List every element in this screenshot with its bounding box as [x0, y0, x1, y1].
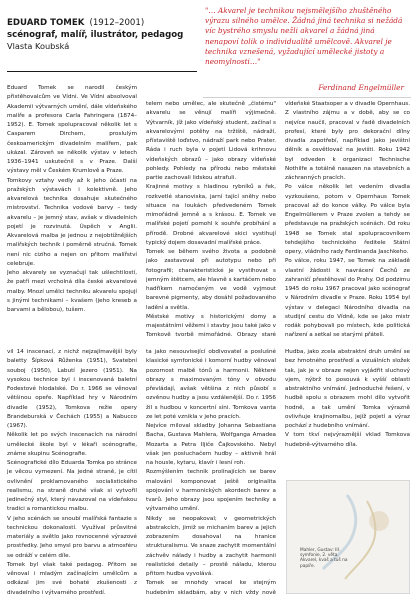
paragraph: vil 14 inscenací, z nichž nejzajímavější byly baletty Šípková Růženka (1951), Svatební souboj (1950), Labutí jezero (1951). Na vysokou technice byl i inscenovaná baletní Fodestové hlodalské. Do r. 1966 se věnoval většinou opeře. Například hry v Národním divadle (1952), Tomkova režie opery Brandeburská v Čechách (1955) a Nabucco (1967).: [7, 349, 137, 429]
paragraph: Jeho akvarely se vyznačují tak ušlechtilostí, že patří mezi vrcholná díla české akvarelové malby. Mnozí umělci techniku akvarelu spojují s jinými technikami – kvašem (jeho kreseb a barvami a bělobou), tušem.: [7, 270, 137, 313]
paragraph: V jeho scénách se snoubí malířská fantazie s technickou dokonalostí. Využíval průsvitné materiály a světlo jako rovnocenné výrazové prostředky. Jeho smysl pro barvu a atmosféru se odráží v celém díle.: [7, 515, 137, 559]
paragraph: telem nebo umělec, ale skutečně „čistému" akvarelu se věnují malíři výjimečně. Výtvarník, jíž jako vídeňský student, začínal s akvarelovými potěhy na tržiště, nádraží, přístaviště loďstvo, nádraží park nebo Prater. Ráda i ruch byla v pojetí Lidová krihnovu vídeňských obrazů – jako obrazy vídeňské pohledy. Pohledy na přírodu nebo městské partie zachovali lidskou atrafuli.: [146, 101, 276, 181]
paragraph: Po válce, roku 1947, se Tomek na základě vlastní žádosti k navrácení Čechů ze zahraničí přestěhoval do Prahy. Od podzimu 1945 do roku 1967 pracoval jako scénograf v Národním divadle v Praze. Roku 1954 byl výstav v delegaci Národního divadla na studijní cestu do Vídně, kde se jako mistr rodák pohybovali po místech, kde politická nařízení a setkal se starými přáteli.: [285, 258, 410, 339]
paragraph: Tomek byl však také pedagog. Přitom se věnoval i mladým začínajícím umělcům a odkázal jim své bohaté zkušenosti z divadelního i výtvarného prostředí.: [7, 561, 137, 596]
column-5: [146, 348, 276, 596]
paragraph: Scénografické dílo Eduarda Tomka po stránce je věcou vymezení. Na jedné straně, je cítil ovlivnění proklamovaného socialistického realismu, na straně druhé však si vytvořil jedinečný styl, který navazoval na vídeňskou tradici a romantickou malbu.: [7, 460, 137, 513]
paragraph: ta jako nesouvisející obdivovatel a poslušné klasické symfonické i komorní hudby věnoval pozornost malbě tónů a harmonii. Některé obrazy s maximovaným tóny v obvodu převládají, avšak většina z nich působí s ozvěnou hudby a jsou vzdálenější. Do r. 1956 žil s hudbou v koncertní síni. Tomkova vanta ze let poté vznikla v jeho pracích.: [146, 349, 276, 420]
pull-quote: [205, 6, 410, 94]
column-1: [7, 84, 137, 340]
article-author: Vlasta Koubská: [7, 41, 70, 51]
column-3: [285, 100, 410, 340]
header-divider: [7, 71, 197, 72]
paragraph: Rozmýšlením technik prolínajících se barev malování komponovat ještě originalita spojování v harmonických akordech barev a tvarů. Jeho obrazy jsou spojením techniky a výtvarného umění.: [146, 469, 276, 513]
artwork-image: [286, 480, 410, 594]
paragraph: Městské motivy s historickými domy a majestátními věžemi i stavby jsou také jako v Tomkově tvorbě mimořádné. Obrazy staré: [146, 313, 276, 339]
artist-roles: scénograf, malíř, ilustrátor, pedagog: [7, 30, 184, 40]
paragraph: V tom tkví nejvýraznější vklad Tomkova hudebně-výtvarného díla.: [285, 432, 410, 448]
column-4: [7, 348, 137, 596]
paragraph: Hudba, jako zcela abstraktní druh umění se bez hmotného prostředí a vizuálních složek tak, jak je v obraze nejen vyjádřit sluchový vjem, nýbrž to posouvá k vyšší oblasti abstraktního vnímání. Jednoduché řešení, v hudbě spolu s obrazem mohl dílo vytvořit hodně, a tak umění Tomka výrazně ovlivňuje krajinomalbu, jejíž pojetí a výraz pochází z hudebního vnímání.: [285, 349, 410, 429]
paragraph: Tomek se během svého života a podobně jako zastavoval při autotypu nebo při fotografii; charakteristické je vystihovat s jemným štětcem, ale hlavně s kartáčem nebo hadříkem namočeným ve vodě vyjmout barevné pigmenty, aby dosáhl požadovaného ladění a světla.: [146, 249, 276, 311]
paragraph: Nejvíce miloval skladby Johanna Sebastiana Bacha, Gustava Mahlera, Wolfganga Amadea Mozarta a Petra Iljiče Čajkovského. Nebyl však jen posluchačem hudby – aktivně hrál na housle, kytaru, klavír i lesní roh.: [146, 423, 276, 466]
artwork-caption: Mahler, Gustav: III. symfonie, 2. věta. Akvarel, kvaš a tuš na papíře.: [300, 548, 348, 569]
quote-divider: [203, 97, 411, 98]
column-6: [285, 348, 410, 476]
artist-name: EDUARD TOMEK: [7, 18, 85, 28]
paragraph: Nikdy se neopakoval; v geometrických abstrakcích, jimiž se michaním barev a jejich zobrazením dosahoval na hranice strukturalismu. Ve snaze zachytit momentální záchvěv nálady i hudby a zachytit harmonii realistické detaily – prostě náladu, kterou přitom hudba vyvolává.: [146, 515, 276, 577]
paragraph: Tomkovy vztahy vedly až k jeho účasti na pražských výstavách i kolektivně. Jeho akvarelová technika dosahuje skutečného mistrovství. Technika vodové barvy – tedy akvarelu – je jemný stav, avšak v divadelních pojetí je rozvinutá. Úspěch v Anglii. Akvarelová malba je jednou z nejobtížnějších malířských technik i poměrně stručná. Tomek není nic cizího a nejen on přitom malířství celebruje.: [7, 177, 137, 267]
paragraph: vídeňské Staatsoper a v divadle Opernhaus. Z vlastního zájmu a v době, aby se co nejvíce naučil, pracoval v řadě divadelních profesí, které byly pro dekorační dílny divadla zapotřebí, například jako jevištní dělník a osvětlovač na jevišti. Roku 1942 byl odveden k organizaci Technische Nothilfe a totálně nasazen na stavebních a záchranných pracích.: [285, 101, 410, 181]
pull-quote-text: "… Akvarel je technikou nejsmělejšího zhuštěného výrazu silného umělce. Žádná jiná technika si nežádá víc bystrého smyslu nežli akvarel a žádná jiná nenapoví tolik o individualitě umělcově. Akvarel je technika vznešená, vyžadující umělecké jistoty a neomylnosti…": [205, 6, 403, 67]
paragraph: Eduard Tomek se narodil českým přistěhovalcům ve Vídni. Ve Vídni absolvoval Akademii výtvarných umění, dále vídeňského malíře a profesora Carla Fahringera (1874–1952). E. Tomek spolupracoval několik let s Casparem Dirchem, proslulým českoamerickým divadelním malířem, pak ukázal. Zároveň se několik výstav v letech 1936–1941 uskutečnil s v Praze. Další výstavy měl v Českém Krumlově a Praze.: [7, 85, 137, 175]
pull-quote-author: Ferdinand Engelmüller: [318, 83, 404, 92]
paragraph: Po válce několik let vedením divadla vyzkoušeno, potom v Opernhaus Tomek pracoval až do konce války. Po válce byla Engelmüllerem v Praze zvolen a tehdy se představuje na pražských scénách. Od roku 1948 se Tomek stal spolupracovníkem tehdejšího technického ředitele Státní opery, vládního rady Ferdinanda Jaschkeho.: [285, 184, 410, 255]
paragraph: Tomek se mnohdy vracel ke stejným hudebním skladbám, aby v nich vždy nově: [146, 580, 276, 596]
column-2: [146, 100, 276, 340]
paragraph: Několik let po svých inscenacích na národní umělecké škole byl v lékaři scénografie, známe skupinu Scénografie.: [7, 432, 137, 457]
artwork-placeholder-graphic: [287, 481, 409, 593]
article-header: [7, 10, 197, 51]
artist-dates: (1912–2001): [89, 18, 145, 28]
paragraph: Krajinné motivy s hladinou rybníků a řek, rozkvetlé stanoviska, jarní tající sněhy nebo situace na loukách předvedeném Tomek mimořádně jemně a s krásou. E. Tomek ve malířské pojetí pomohl k souhře probíhání a přírodě. Drobné akvarelové skici vystihují typický dojem dosavadní malířské práce.: [146, 184, 276, 246]
